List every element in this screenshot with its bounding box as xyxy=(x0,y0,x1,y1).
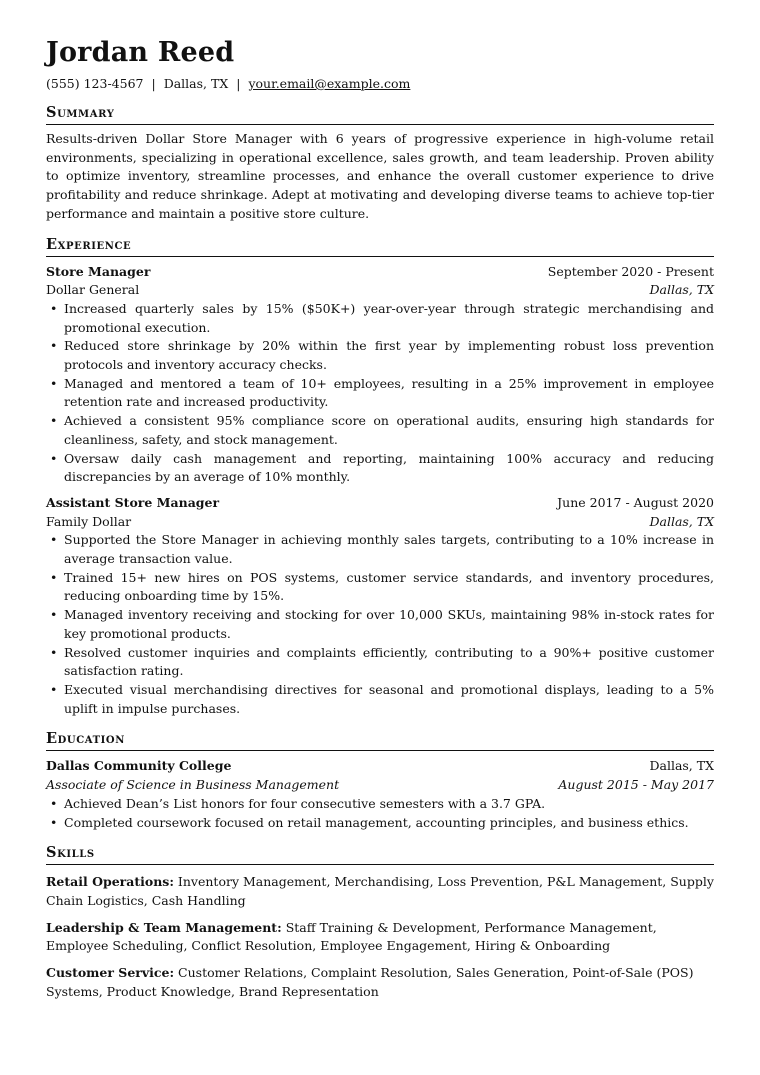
job-bullets xyxy=(46,531,714,718)
summary-text: Results-driven Dollar Store Manager with 6 years of progressive experience in high-volume retail environments, specializing in operational excellence, sales growth, and team leadership. Proven ability to optimize inventory, streamline processes, and enhance the overall customer experience to drive profitability and reduce shrinkage. Adept at motivating and developing diverse teams to achieve top-tier performance and maintain a positive store culture. xyxy=(46,131,714,221)
section-title-education: Education xyxy=(46,730,714,751)
contact-separator: | xyxy=(151,76,156,91)
contact-line xyxy=(46,76,714,92)
job-dates: September 2020 - Present xyxy=(547,263,714,279)
education-bullets xyxy=(46,795,714,832)
bullet-item: • Completed coursework focused on retail management, accounting principles, and business ethics. xyxy=(64,814,714,833)
bullet-item: • Increased quarterly sales by 15% ($50K+) year-over-year through strategic merchandising and promotional execution. xyxy=(64,300,714,337)
skill-group-label: Leadership & Team Management: xyxy=(46,919,282,935)
skill-group xyxy=(46,873,714,910)
job-company: Family Dollar xyxy=(46,513,132,529)
bullet-item: • Trained 15+ new hires on POS systems, customer service standards, and inventory procedures, reducing onboarding time by 15%. xyxy=(64,569,714,606)
skill-group-items: Customer Relations, Complaint Resolution, Sales Generation, Point-of-Sale (POS) Systems, Product Knowledge, Brand Representation xyxy=(46,965,694,999)
skill-group-items: Staff Training & Development, Performance Management, Employee Scheduling, Conflict Resolution, Employee Engagement, Hiring & Onboarding xyxy=(46,919,657,954)
skill-group xyxy=(46,964,714,1001)
job-dates: June 2017 - August 2020 xyxy=(557,494,714,510)
degree: Associate of Science in Business Management xyxy=(46,777,340,793)
contact-separator: | xyxy=(236,76,241,91)
job-location: Dallas, TX xyxy=(649,282,714,298)
bullet-item: • Supported the Store Manager in achieving monthly sales targets, contributing to a 10% increase in average transaction value. xyxy=(64,531,714,568)
section-title-skills: Skills xyxy=(46,844,714,865)
bullet-item: • Oversaw daily cash management and reporting, maintaining 100% accuracy and reducing discrepancies by an average of 10% monthly. xyxy=(64,450,714,487)
job-entry xyxy=(46,494,714,718)
candidate-name: Jordan Reed xyxy=(46,37,235,68)
job-entry xyxy=(46,263,714,487)
school-name: Dallas Community College xyxy=(46,758,232,774)
location: Dallas, TX xyxy=(163,76,229,91)
phone-number: (555) 123-4567 xyxy=(46,76,144,91)
job-bullets xyxy=(46,300,714,487)
education-entry xyxy=(46,757,714,832)
bullet-item: • Reduced store shrinkage by 20% within the first year by implementing robust loss prevention protocols and inventory accuracy checks. xyxy=(64,337,714,374)
skill-group-label: Retail Operations: xyxy=(46,874,174,890)
section-title-summary: Summary xyxy=(46,104,714,125)
job-role: Assistant Store Manager xyxy=(46,494,220,510)
job-role: Store Manager xyxy=(46,263,151,279)
skill-group-label: Customer Service: xyxy=(46,965,175,981)
skill-group-items: Inventory Management, Merchandising, Loss Prevention, P&L Management, Supply Chain Logistics, Cash Handling xyxy=(46,874,714,908)
bullet-item: • Executed visual merchandising directives for seasonal and promotional displays, leading to a 5% uplift in impulse purchases. xyxy=(64,681,714,718)
bullet-item: • Achieved a consistent 95% compliance score on operational audits, ensuring high standards for cleanliness, safety, and stock management. xyxy=(64,412,714,449)
bullet-item: • Managed inventory receiving and stocking for over 10,000 SKUs, maintaining 98% in-stock rates for key promotional products. xyxy=(64,606,714,643)
job-company: Dollar General xyxy=(46,282,140,298)
education-dates: August 2015 - May 2017 xyxy=(558,777,714,793)
email-link[interactable]: your.email@example.com xyxy=(248,76,411,91)
bullet-item: • Resolved customer inquiries and complaints efficiently, contributing to a 90%+ positive customer satisfaction rating. xyxy=(64,644,714,681)
bullet-item: • Managed and mentored a team of 10+ employees, resulting in a 25% improvement in employee retention rate and increased productivity. xyxy=(64,375,714,412)
school-location: Dallas, TX xyxy=(649,758,714,774)
section-title-experience: Experience xyxy=(46,236,714,257)
bullet-item: • Achieved Dean’s List honors for four consecutive semesters with a 3.7 GPA. xyxy=(64,795,714,814)
skill-group xyxy=(46,919,714,956)
job-location: Dallas, TX xyxy=(649,513,714,529)
